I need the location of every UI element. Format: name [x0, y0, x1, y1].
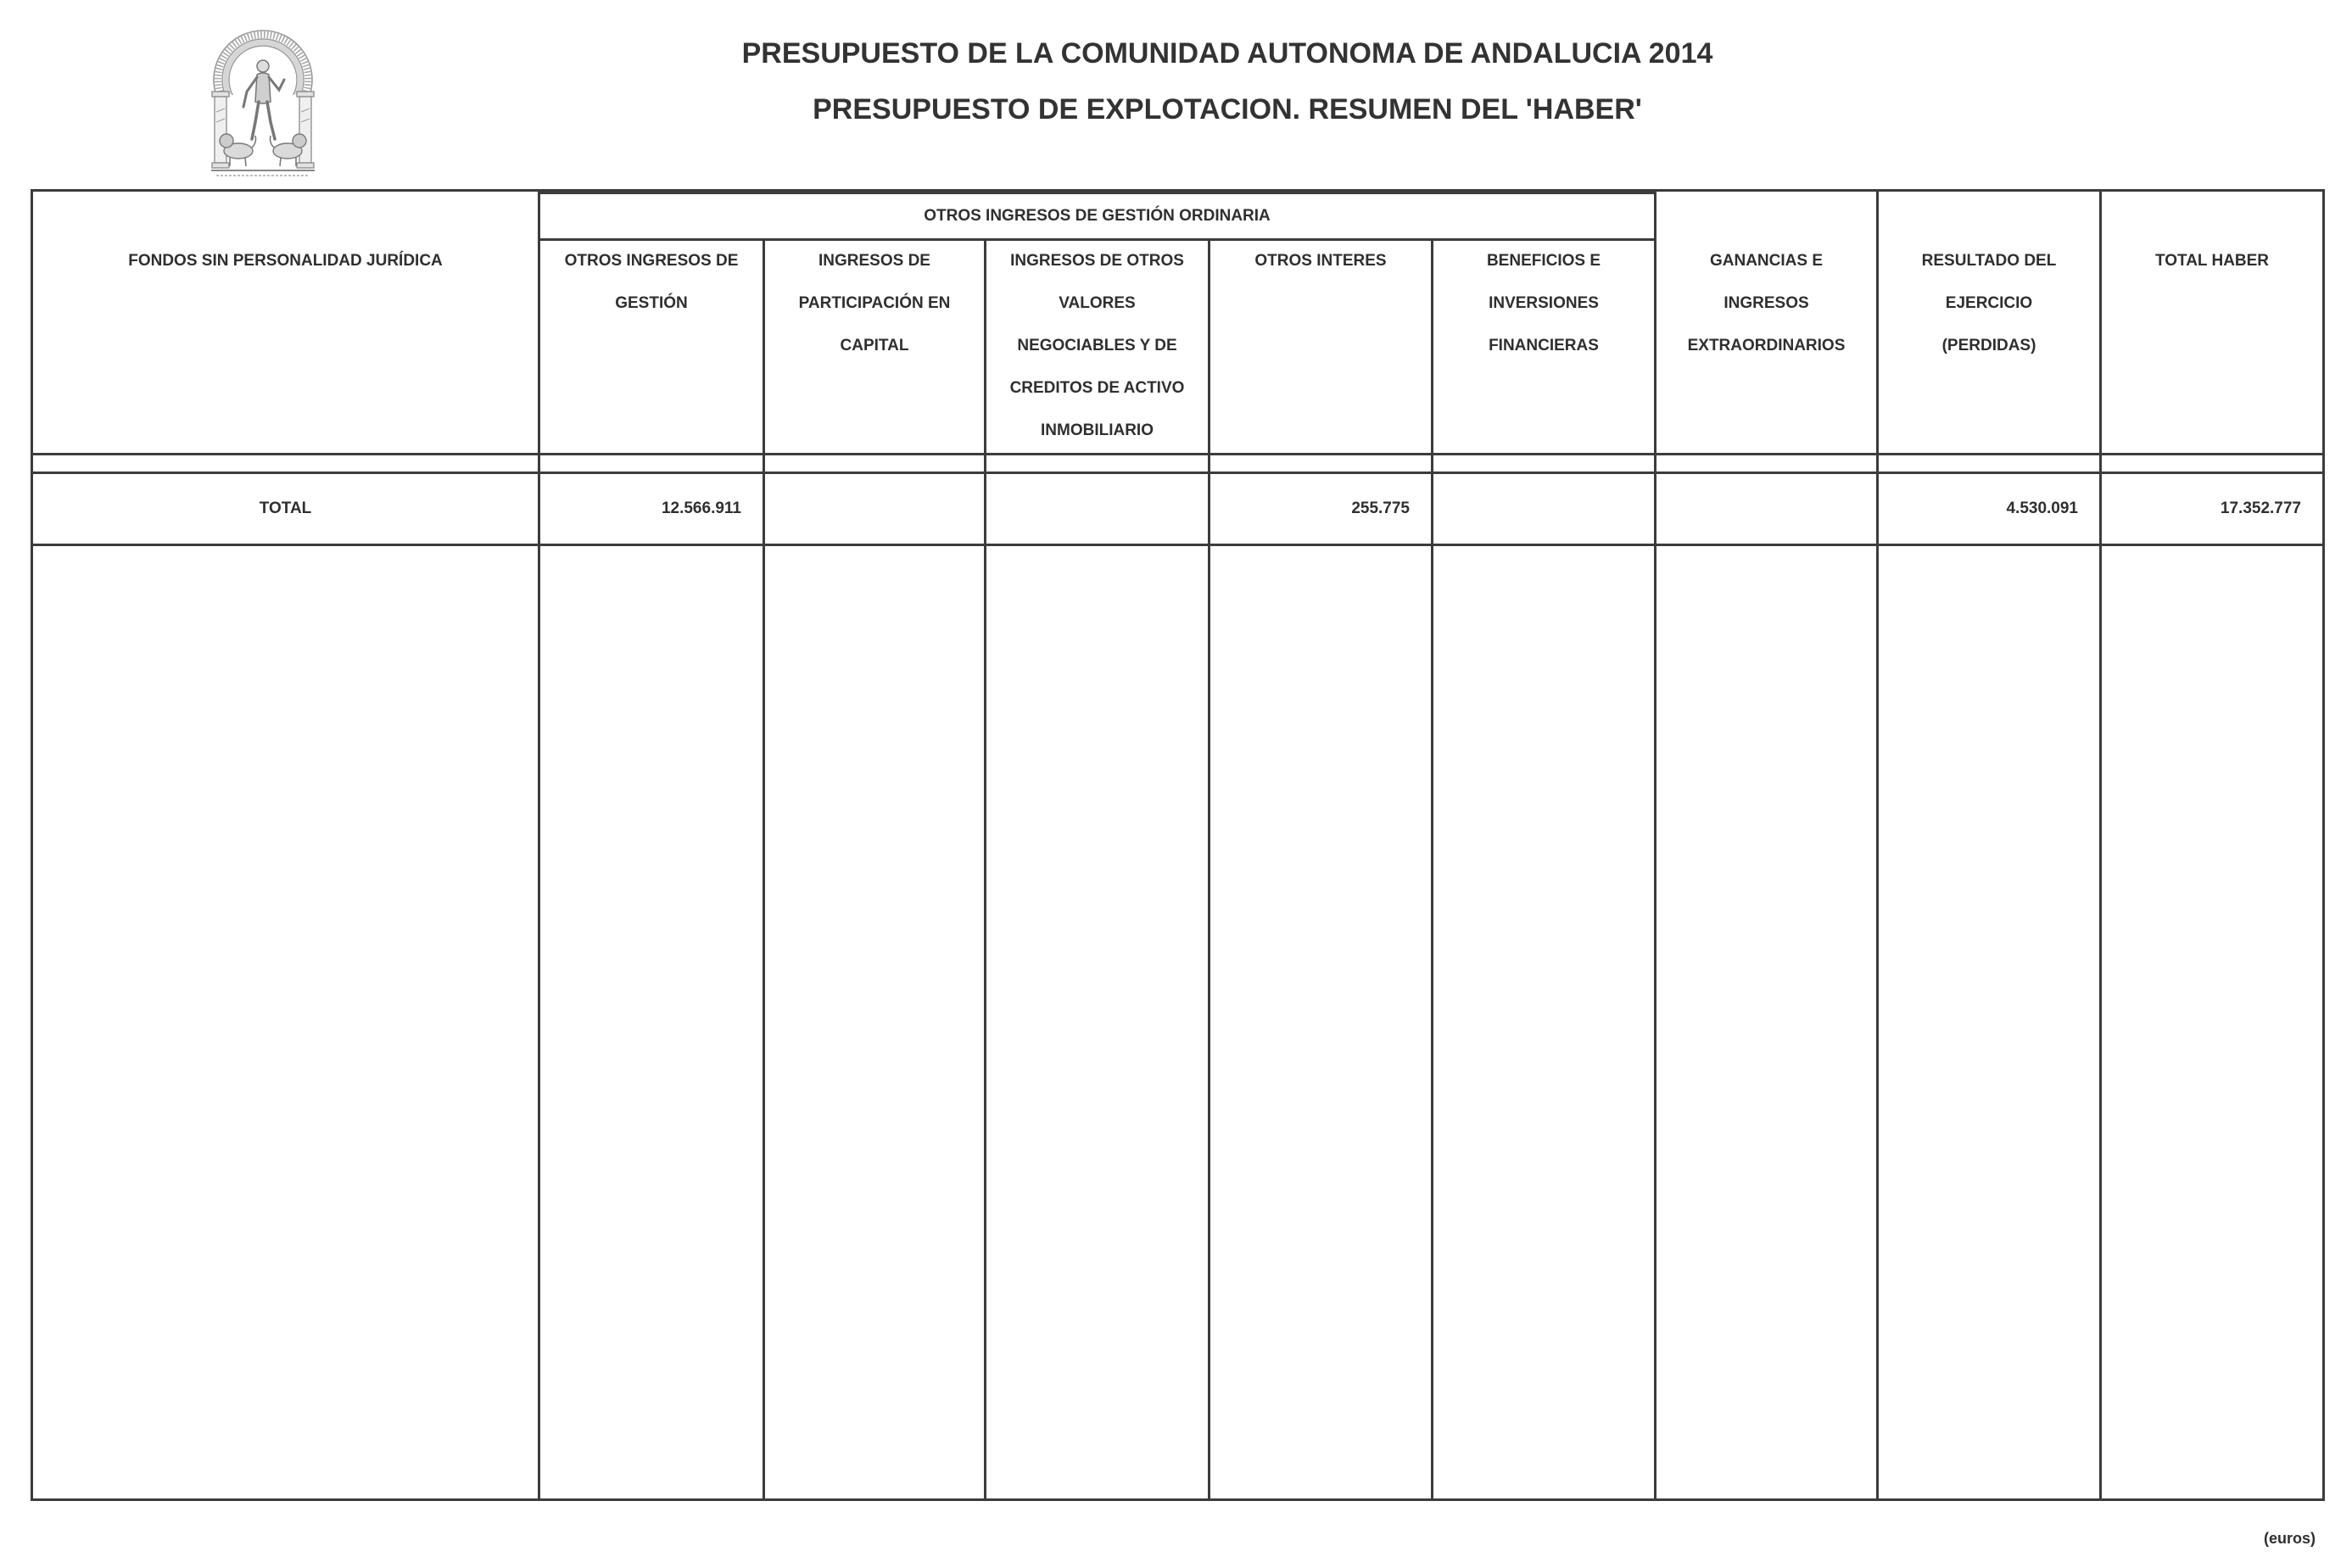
- document-subtitle: PRESUPUESTO DE EXPLOTACION. RESUMEN DEL 'HABER': [813, 93, 1642, 126]
- column-header-line: GANANCIAS E: [1709, 252, 1823, 270]
- column-header-line: OTROS INTERES: [1254, 252, 1387, 270]
- column-header-line: BENEFICIOS E: [1486, 252, 1601, 270]
- total-cell-otros-interes: 255.775: [1351, 499, 1410, 517]
- column-divider: [1876, 189, 1879, 1501]
- column-header-ganancias-ingresos-extraordinarios: [1656, 240, 1876, 367]
- column-header-line: EJERCICIO: [1945, 294, 2033, 312]
- column-header-ingresos-participacion-capital: [765, 240, 984, 367]
- column-divider: [1654, 189, 1656, 1501]
- column-header-line: FONDOS SIN PERSONALIDAD JURÍDICA: [128, 252, 443, 270]
- column-header-line: FINANCIERAS: [1489, 337, 1599, 354]
- column-header-otros-interes: [1210, 240, 1431, 282]
- column-header-line: PARTICIPACIÓN EN: [798, 294, 951, 312]
- andalucia-coat-of-arms-icon: [208, 27, 318, 181]
- total-row-bottom-rule: [31, 544, 2325, 546]
- column-header-line: CREDITOS DE ACTIVO: [1009, 379, 1185, 397]
- column-divider: [1208, 239, 1210, 1501]
- column-header-ingresos-otros-valores: [986, 240, 1208, 452]
- group-header-otros-ingresos-gestion-ordinaria: OTROS INGRESOS DE GESTIÓN ORDINARIA: [538, 192, 1656, 241]
- header-bottom-rule: [31, 453, 2325, 455]
- column-header-line: INGRESOS DE OTROS: [1010, 252, 1184, 270]
- column-divider: [538, 189, 540, 1501]
- total-cell-ganancias-ingresos-extraordinarios: [1656, 474, 1876, 544]
- column-header-line: INGRESOS DE: [818, 252, 930, 270]
- column-header-line: INGRESOS: [1723, 294, 1809, 312]
- column-header-line: GESTIÓN: [615, 294, 688, 312]
- total-cell-resultado-del-ejercicio: 4.530.091: [2006, 499, 2078, 517]
- column-divider: [1431, 239, 1433, 1501]
- document-title: PRESUPUESTO DE LA COMUNIDAD AUTONOMA DE ANDALUCIA 2014: [741, 37, 1713, 70]
- column-header-line: TOTAL HABER: [2154, 252, 2270, 270]
- column-header-fondos-sin-personalidad-juridica: [33, 240, 538, 282]
- column-header-line: OTROS INGRESOS DE: [564, 252, 739, 270]
- column-header-line: CAPITAL: [840, 337, 909, 354]
- total-cell-beneficios-inversiones-financieras: [1433, 474, 1654, 544]
- column-header-line: (PERDIDAS): [1941, 337, 2036, 354]
- column-header-line: RESULTADO DEL: [1921, 252, 2057, 270]
- column-header-resultado-del-ejercicio: [1879, 240, 2099, 367]
- total-cell-ingresos-participacion-capital: [765, 474, 984, 544]
- total-row-label: TOTAL: [259, 499, 312, 517]
- column-header-line: INVERSIONES: [1489, 294, 1599, 312]
- column-header-line: NEGOCIABLES Y DE: [1017, 337, 1177, 354]
- column-header-beneficios-inversiones-financieras: [1433, 240, 1654, 367]
- currency-unit-note: (euros): [2263, 1530, 2316, 1547]
- total-cell-ingresos-otros-valores: [986, 474, 1208, 544]
- total-cell-otros-ingresos-de-gestion: 12.566.911: [661, 499, 741, 517]
- column-divider: [2099, 189, 2102, 1501]
- column-header-otros-ingresos-de-gestion: [540, 240, 763, 325]
- column-header-total-haber: [2102, 240, 2322, 282]
- column-header-line: INMOBILIARIO: [1041, 421, 1154, 439]
- total-cell-total-haber: 17.352.777: [2220, 499, 2301, 517]
- column-header-line: EXTRAORDINARIOS: [1687, 337, 1846, 354]
- column-header-line: VALORES: [1059, 294, 1136, 312]
- column-divider: [763, 239, 765, 1501]
